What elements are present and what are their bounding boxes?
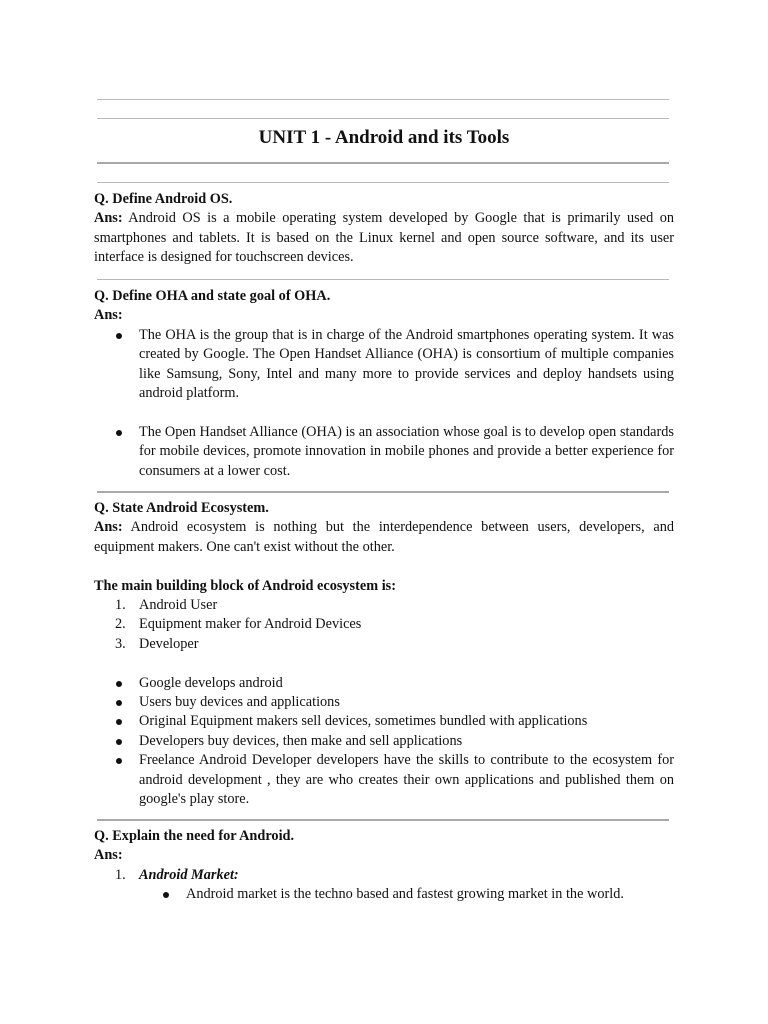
list-item: 3. Developer (115, 635, 199, 652)
android-market-bullet-list (94, 885, 674, 904)
list-item: The Open Handset Alliance (OHA) is an association whose goal is to develop open standards for mobile devices, promote innovation in mobile phones and provide a better experience for consumers at a lower cost. (94, 423, 674, 481)
bullet-icon (116, 333, 122, 339)
bullet-icon (116, 681, 122, 687)
answer-label: Ans: (94, 210, 123, 227)
answer-text: Android OS is a mobile operating system developed by Google that is primarily used on smartphones and tablets. It is based on the Linux kernel and open source software, and its user interface is designed for touchscreen devices. (94, 210, 674, 266)
list-item: 2. Equipment maker for Android Devices (115, 616, 362, 633)
title-rule-2 (97, 182, 669, 183)
list-item: Users buy devices and applications (94, 693, 674, 712)
top-rule-1 (97, 99, 669, 100)
bullet-icon (116, 739, 122, 745)
ecosystem-bullet-list (94, 674, 674, 810)
question-heading: Q. Define Android OS. (94, 191, 233, 207)
page-title: UNIT 1 - Android and its Tools (258, 127, 510, 148)
list-item: Freelance Android Developer developers have the skills to contribute to the ecosystem for android development , they are who creates their own applications and published them on google's play store. (94, 751, 674, 809)
bullet-icon (116, 700, 122, 706)
section-define-android-os (94, 190, 674, 268)
bullet-icon (116, 719, 122, 725)
list-item: 1. Android User (115, 597, 218, 614)
list-item: 1. Android Market: (115, 866, 239, 883)
list-item-heading: Android Market: (139, 866, 239, 883)
question-heading: Q. Explain the need for Android. (94, 828, 295, 844)
list-item: Developers buy devices, then make and sell applications (94, 732, 674, 751)
list-item: Original Equipment makers sell devices, sometimes bundled with applications (94, 712, 674, 731)
list-item: The OHA is the group that is in charge of the Android smartphones operating system. It was created by Google. The Open Handset Alliance (OHA) is consortium of multiple companies like Samsung, Sony, Intel and many more to provide services and deploy handsets using android platform. (94, 326, 674, 404)
section-divider (97, 819, 669, 821)
bullet-icon (163, 892, 169, 898)
list-item: Google develops android (94, 674, 674, 693)
section-divider (97, 279, 669, 280)
subheading: The main building block of Android ecosystem is: (94, 577, 397, 594)
question-heading: Q. Define OHA and state goal of OHA. (94, 288, 331, 304)
top-rule-2 (97, 118, 669, 119)
section-android-ecosystem (94, 499, 674, 809)
section-divider (97, 491, 669, 493)
answer-label: Ans: (94, 847, 123, 864)
bullet-icon (116, 430, 122, 436)
bullet-icon (116, 758, 122, 764)
section-need-for-android (94, 827, 674, 905)
answer-label: Ans: (94, 307, 123, 324)
question-heading: Q. State Android Ecosystem. (94, 500, 269, 516)
ecosystem-numbered-list (94, 596, 674, 654)
title-rule-1 (97, 162, 669, 164)
list-item: Android market is the techno based and fastest growing market in the world. (94, 885, 674, 904)
answer-label: Ans: (94, 519, 123, 536)
need-numbered-list (94, 866, 674, 885)
section-define-oha (94, 287, 674, 481)
answer-paragraph (94, 209, 674, 267)
answer-text: Android ecosystem is nothing but the interdependence between users, developers, and equipment makers. One can't exist without the other. (94, 519, 674, 555)
oha-bullet-list (94, 326, 674, 481)
answer-paragraph (94, 518, 674, 557)
